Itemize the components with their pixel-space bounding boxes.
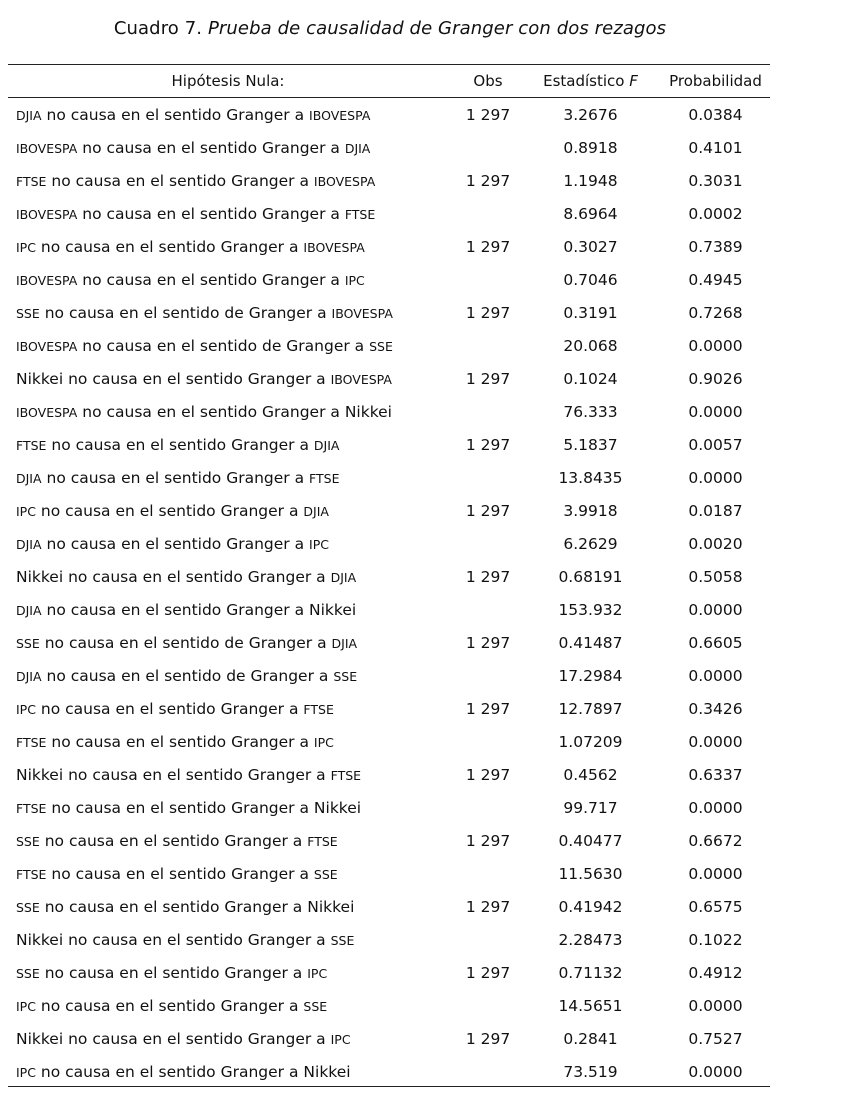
probability-cell: 0.9026: [688, 370, 743, 388]
cause-index: IPC: [16, 240, 36, 255]
f-stat-cell: 3.9918: [563, 502, 618, 520]
cause-index: IBOVESPA: [16, 339, 78, 354]
effect-index: Nikkei: [313, 799, 362, 817]
cause-index: FTSE: [16, 735, 47, 750]
table-row: [8, 792, 770, 825]
probability-cell: 0.6337: [688, 766, 743, 784]
hypothesis-text: no causa en el sentido Granger a: [51, 172, 309, 190]
probability-cell: 0.0187: [688, 502, 743, 520]
effect-index: FTSE: [307, 834, 338, 849]
f-stat-cell: 153.932: [558, 601, 623, 619]
cause-index: DJIA: [16, 108, 42, 123]
hypothesis-text: no causa en el sentido Granger a: [46, 106, 305, 124]
hypothesis-cell: [16, 799, 361, 817]
caption-title: Prueba de causalidad de Granger con dos rezagos: [207, 18, 667, 39]
cause-index: SSE: [16, 306, 40, 321]
obs-cell: 1 297: [465, 634, 511, 652]
effect-index: FTSE: [309, 471, 340, 486]
hypothesis-text: no causa en el sentido Granger a: [68, 1030, 326, 1048]
hypothesis-text: no causa en el sentido Granger a: [68, 370, 326, 388]
effect-index: SSE: [330, 933, 355, 948]
header-probability: Probabilidad: [669, 72, 762, 90]
obs-cell: 1 297: [465, 502, 511, 520]
probability-cell: 0.3031: [688, 172, 743, 190]
table-caption: [0, 18, 780, 39]
header-f-symbol: F: [629, 72, 638, 90]
cause-index: SSE: [16, 636, 40, 651]
f-stat-cell: 99.717: [563, 799, 618, 817]
hypothesis-cell: [16, 865, 338, 883]
cause-index: Nikkei: [16, 931, 64, 949]
obs-cell: 1 297: [465, 436, 511, 454]
table-row: [8, 561, 770, 594]
hypothesis-text: no causa en el sentido Granger a: [40, 238, 299, 256]
cause-index: SSE: [16, 900, 40, 915]
probability-cell: 0.1022: [688, 931, 743, 949]
hypothesis-cell: [16, 964, 327, 982]
probability-cell: 0.6605: [688, 634, 743, 652]
table-row: [8, 396, 770, 429]
effect-index: DJIA: [313, 438, 340, 453]
f-stat-cell: 17.2984: [558, 667, 623, 685]
probability-cell: 0.0057: [688, 436, 743, 454]
cause-index: DJIA: [16, 537, 42, 552]
hypothesis-cell: [16, 997, 327, 1015]
effect-index: DJIA: [331, 636, 358, 651]
cause-index: FTSE: [16, 867, 47, 882]
effect-index: SSE: [313, 867, 338, 882]
effect-index: IPC: [307, 966, 328, 981]
probability-cell: 0.3426: [688, 700, 743, 718]
effect-index: FTSE: [303, 702, 334, 717]
table-row: [8, 429, 770, 462]
cause-index: IBOVESPA: [16, 405, 78, 420]
obs-cell: 1 297: [465, 106, 511, 124]
f-stat-cell: 1.07209: [558, 733, 623, 751]
probability-cell: 0.7389: [688, 238, 743, 256]
obs-cell: 1 297: [465, 700, 511, 718]
effect-index: IPC: [309, 537, 329, 552]
probability-cell: 0.0000: [688, 799, 743, 817]
hypothesis-cell: [16, 238, 365, 256]
table-row: [8, 693, 770, 726]
hypothesis-text: no causa en el sentido Granger a: [44, 898, 303, 916]
header-rule: [8, 97, 770, 98]
table-row: [8, 198, 770, 231]
hypothesis-text: no causa en el sentido Granger a: [82, 139, 340, 157]
table-row: [8, 330, 770, 363]
probability-cell: 0.4912: [688, 964, 743, 982]
table-row: [8, 528, 770, 561]
probability-cell: 0.0000: [688, 733, 743, 751]
f-stat-cell: 11.5630: [558, 865, 623, 883]
header-obs: Obs: [473, 72, 503, 90]
cause-index: SSE: [16, 834, 40, 849]
cause-index: DJIA: [16, 471, 42, 486]
effect-index: SSE: [333, 669, 358, 684]
hypothesis-cell: [16, 700, 334, 718]
table-row: [8, 1056, 770, 1089]
hypothesis-text: no causa en el sentido de Granger a: [46, 667, 329, 685]
hypothesis-text: no causa en el sentido Granger a: [40, 700, 299, 718]
f-stat-cell: 14.5651: [558, 997, 623, 1015]
hypothesis-cell: [16, 106, 370, 124]
effect-index: IBOVESPA: [331, 306, 393, 321]
f-stat-cell: 8.6964: [563, 205, 618, 223]
probability-cell: 0.0000: [688, 1063, 743, 1081]
f-stat-cell: 3.2676: [563, 106, 618, 124]
table-row: [8, 858, 770, 891]
cause-index: IPC: [16, 504, 36, 519]
f-stat-cell: 12.7897: [558, 700, 623, 718]
hypothesis-text: no causa en el sentido Granger a: [82, 271, 340, 289]
obs-cell: 1 297: [465, 898, 511, 916]
obs-cell: 1 297: [465, 568, 511, 586]
probability-cell: 0.6575: [688, 898, 743, 916]
cause-index: IPC: [16, 1065, 36, 1080]
table-row: [8, 495, 770, 528]
hypothesis-cell: [16, 403, 392, 421]
effect-index: IPC: [330, 1032, 351, 1047]
cause-index: IPC: [16, 702, 36, 717]
f-stat-cell: 0.3027: [563, 238, 618, 256]
table-row: [8, 264, 770, 297]
hypothesis-text: no causa en el sentido Granger a: [68, 766, 326, 784]
effect-index: Nikkei: [344, 403, 392, 421]
effect-index: DJIA: [330, 570, 357, 585]
table-row: [8, 363, 770, 396]
obs-cell: 1 297: [465, 172, 511, 190]
table-row: [8, 231, 770, 264]
obs-cell: 1 297: [465, 964, 511, 982]
effect-index: IBOVESPA: [309, 108, 371, 123]
table-row: [8, 957, 770, 990]
probability-cell: 0.0000: [688, 601, 743, 619]
table-body: [8, 99, 770, 1089]
effect-index: IPC: [344, 273, 365, 288]
table-row: [8, 594, 770, 627]
cause-index: DJIA: [16, 669, 42, 684]
cause-index: Nikkei: [16, 1030, 64, 1048]
bottom-rule: [8, 1086, 770, 1087]
f-stat-cell: 0.3191: [563, 304, 618, 322]
hypothesis-cell: [16, 139, 370, 157]
hypothesis-cell: [16, 271, 365, 289]
hypothesis-text: no causa en el sentido Granger a: [40, 1063, 299, 1081]
hypothesis-text: no causa en el sentido Granger a: [51, 865, 309, 883]
hypothesis-text: no causa en el sentido Granger a: [51, 733, 309, 751]
probability-cell: 0.0000: [688, 667, 743, 685]
f-stat-cell: 0.2841: [563, 1030, 618, 1048]
probability-cell: 0.5058: [688, 568, 743, 586]
effect-index: Nikkei: [307, 898, 355, 916]
f-stat-cell: 0.41942: [558, 898, 623, 916]
table-row: [8, 165, 770, 198]
probability-cell: 0.0384: [688, 106, 743, 124]
effect-index: IBOVESPA: [330, 372, 392, 387]
hypothesis-cell: [16, 1063, 351, 1081]
hypothesis-cell: [16, 469, 339, 487]
table-row: [8, 825, 770, 858]
probability-cell: 0.0020: [688, 535, 743, 553]
obs-cell: 1 297: [465, 238, 511, 256]
cause-index: DJIA: [16, 603, 42, 618]
probability-cell: 0.0000: [688, 337, 743, 355]
hypothesis-cell: [16, 766, 361, 784]
hypothesis-text: no causa en el sentido Granger a: [40, 997, 299, 1015]
probability-cell: 0.0002: [688, 205, 743, 223]
hypothesis-cell: [16, 205, 375, 223]
table-row: [8, 924, 770, 957]
probability-cell: 0.0000: [688, 469, 743, 487]
hypothesis-cell: [16, 667, 357, 685]
f-stat-cell: 1.1948: [563, 172, 618, 190]
obs-cell: 1 297: [465, 766, 511, 784]
effect-index: IBOVESPA: [303, 240, 365, 255]
header-hypothesis: Hipótesis Nula:: [171, 72, 285, 90]
hypothesis-text: no causa en el sentido Granger a: [44, 964, 303, 982]
hypothesis-text: no causa en el sentido Granger a: [51, 436, 309, 454]
table-row: [8, 462, 770, 495]
f-stat-cell: 0.71132: [558, 964, 623, 982]
hypothesis-text: no causa en el sentido Granger a: [46, 601, 305, 619]
hypothesis-cell: [16, 1030, 351, 1048]
table-row: [8, 297, 770, 330]
table-row: [8, 891, 770, 924]
header-f-stat-prefix: Estadístico: [543, 72, 625, 90]
hypothesis-cell: [16, 535, 329, 553]
hypothesis-cell: [16, 502, 329, 520]
table-row: [8, 627, 770, 660]
probability-cell: 0.7527: [688, 1030, 743, 1048]
effect-index: SSE: [303, 999, 328, 1014]
effect-index: IBOVESPA: [313, 174, 376, 189]
header-f-stat: [528, 72, 653, 90]
table-row: [8, 660, 770, 693]
effect-index: IPC: [313, 735, 334, 750]
cause-index: IBOVESPA: [16, 207, 78, 222]
table-row: [8, 726, 770, 759]
cause-index: IBOVESPA: [16, 141, 78, 156]
obs-cell: 1 297: [465, 1030, 511, 1048]
f-stat-cell: 0.1024: [563, 370, 618, 388]
hypothesis-text: no causa en el sentido de Granger a: [44, 304, 327, 322]
probability-cell: 0.7268: [688, 304, 743, 322]
probability-cell: 0.0000: [688, 865, 743, 883]
f-stat-cell: 20.068: [563, 337, 618, 355]
f-stat-cell: 2.28473: [558, 931, 623, 949]
hypothesis-cell: [16, 601, 356, 619]
hypothesis-cell: [16, 832, 338, 850]
effect-index: DJIA: [344, 141, 371, 156]
f-stat-cell: 13.8435: [558, 469, 623, 487]
cause-index: IBOVESPA: [16, 273, 78, 288]
probability-cell: 0.0000: [688, 403, 743, 421]
obs-cell: 1 297: [465, 370, 511, 388]
f-stat-cell: 0.4562: [563, 766, 618, 784]
hypothesis-text: no causa en el sentido Granger a: [82, 205, 340, 223]
probability-cell: 0.0000: [688, 997, 743, 1015]
effect-index: FTSE: [344, 207, 376, 222]
hypothesis-cell: [16, 568, 356, 586]
hypothesis-cell: [16, 733, 334, 751]
obs-cell: 1 297: [465, 304, 511, 322]
hypothesis-text: no causa en el sentido Granger a: [46, 469, 305, 487]
f-stat-cell: 6.2629: [563, 535, 618, 553]
effect-index: DJIA: [303, 504, 329, 519]
hypothesis-text: no causa en el sentido Granger a: [68, 931, 326, 949]
f-stat-cell: 0.8918: [563, 139, 618, 157]
cause-index: Nikkei: [16, 568, 64, 586]
table-row: [8, 132, 770, 165]
effect-index: Nikkei: [303, 1063, 351, 1081]
hypothesis-text: no causa en el sentido de Granger a: [44, 634, 327, 652]
hypothesis-cell: [16, 436, 339, 454]
cause-index: FTSE: [16, 438, 47, 453]
effect-index: FTSE: [330, 768, 362, 783]
hypothesis-text: no causa en el sentido Granger a: [82, 403, 340, 421]
hypothesis-cell: [16, 337, 393, 355]
caption-number: Cuadro 7.: [113, 18, 203, 39]
f-stat-cell: 0.7046: [563, 271, 618, 289]
table-row: [8, 99, 770, 132]
table-header: [8, 66, 770, 96]
hypothesis-cell: [16, 931, 354, 949]
cause-index: Nikkei: [16, 766, 64, 784]
cause-index: Nikkei: [16, 370, 64, 388]
obs-cell: 1 297: [465, 832, 511, 850]
f-stat-cell: 73.519: [563, 1063, 618, 1081]
effect-index: SSE: [369, 339, 393, 354]
cause-index: SSE: [16, 966, 40, 981]
hypothesis-cell: [16, 370, 392, 388]
effect-index: Nikkei: [309, 601, 357, 619]
f-stat-cell: 5.1837: [563, 436, 618, 454]
cause-index: FTSE: [16, 801, 47, 816]
hypothesis-text: no causa en el sentido Granger a: [46, 535, 305, 553]
hypothesis-cell: [16, 172, 375, 190]
hypothesis-cell: [16, 634, 357, 652]
hypothesis-cell: [16, 898, 354, 916]
hypothesis-cell: [16, 304, 393, 322]
table-row: [8, 990, 770, 1023]
hypothesis-text: no causa en el sentido Granger a: [44, 832, 303, 850]
f-stat-cell: 76.333: [563, 403, 618, 421]
f-stat-cell: 0.41487: [558, 634, 623, 652]
cause-index: FTSE: [16, 174, 47, 189]
f-stat-cell: 0.68191: [558, 568, 623, 586]
hypothesis-text: no causa en el sentido de Granger a: [82, 337, 365, 355]
hypothesis-text: no causa en el sentido Granger a: [68, 568, 326, 586]
probability-cell: 0.6672: [688, 832, 743, 850]
probability-cell: 0.4945: [688, 271, 743, 289]
table-row: [8, 759, 770, 792]
probability-cell: 0.4101: [688, 139, 743, 157]
f-stat-cell: 0.40477: [558, 832, 623, 850]
hypothesis-text: no causa en el sentido Granger a: [40, 502, 299, 520]
cause-index: IPC: [16, 999, 36, 1014]
top-rule: [8, 64, 770, 65]
table-row: [8, 1023, 770, 1056]
hypothesis-text: no causa en el sentido Granger a: [51, 799, 309, 817]
